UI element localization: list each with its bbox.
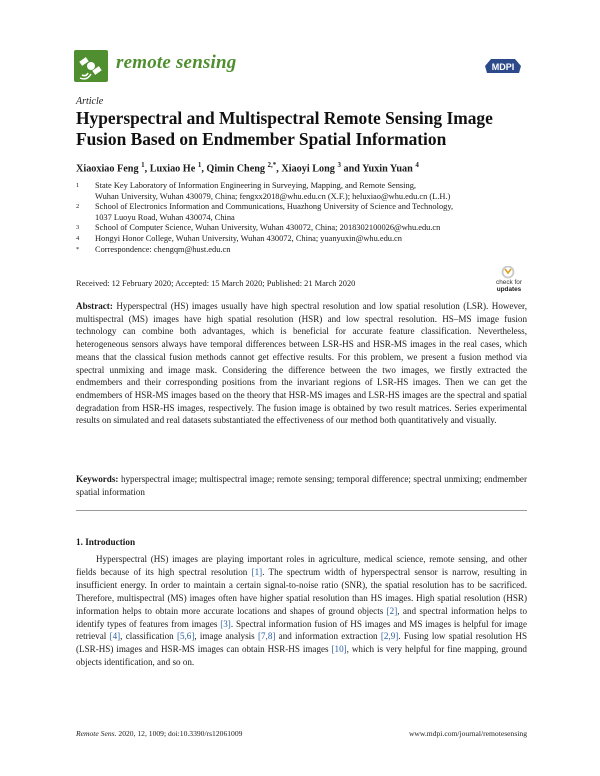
section-divider <box>76 510 527 511</box>
publication-dates: Received: 12 February 2020; Accepted: 15 March 2020; Published: 21 March 2020 <box>76 279 356 288</box>
correspondence-item <box>76 245 526 256</box>
affiliation-item <box>76 234 526 245</box>
footer-citation <box>76 729 242 738</box>
author-affil-mark: 1 <box>197 161 202 169</box>
author-name[interactable]: Qimin Cheng <box>206 163 265 175</box>
affiliation-line: 1037 Luoyu Road, Wuhan 430074, China <box>95 212 235 222</box>
publisher-name: MDPI <box>491 62 515 72</box>
footer-url[interactable]: www.mdpi.com/journal/remotesensing <box>408 729 527 738</box>
body-text: . Spectral information fusion of HS images and MS images is helpful for image retrieval <box>76 618 527 642</box>
affiliation-item <box>76 223 526 234</box>
author-separator: , <box>144 163 150 175</box>
mdpi-logo[interactable] <box>483 57 523 75</box>
keywords-label: Keywords: <box>76 474 119 484</box>
journal-logo <box>74 50 108 82</box>
check-for-label: check for <box>496 279 522 286</box>
citation-details: 2020, 12, 1009; doi:10.3390/rs12061009 <box>116 729 243 738</box>
affiliation-item <box>76 181 526 202</box>
citation-link[interactable]: [3] <box>220 618 231 629</box>
body-text: , image analysis <box>194 631 258 642</box>
abstract-text: Hyperspectral (HS) images usually have high spectral resolution and low spatial resolution (LSR). However, multispectral (MS) images have high spatial resolution (HSR) and low spectral resolution. HS–MS image fusion technology can combine both advantages, which is beneficial for accurate feature classification. Nevertheless, heterogeneous sensors always have temporal differences between LSR-HS and HSR-MS images in the real cases, which means that the classical fusion methods cannot get effective results. For this problem, we present a fusion method via spectral unmixing and image mask. Considering the difference between the two images, we firstly extracted the endmembers and their corresponding positions from the invariant regions of LSR-HS images. Then we can get the endmembers of HSR-MS images based on the theory that HSR-MS images and LSR-HS images are the spectral and spatial degradation from HSR-HS images, respectively. The fusion image is obtained by two result matrices. Series experimental results on simulated and real datasets substantiated the effectiveness of our method both quantitatively and visually. <box>76 301 527 426</box>
author-affil-mark: 3 <box>337 161 341 169</box>
publisher-logo-icon <box>483 57 523 75</box>
check-for-updates-badge[interactable] <box>488 266 528 292</box>
affiliation-item <box>76 202 526 223</box>
affiliation-mark: 3 <box>76 224 80 232</box>
correspondence-line[interactable]: Correspondence: chengqm@hust.edu.cn <box>95 244 231 254</box>
citation-link[interactable]: [5,6] <box>176 631 195 642</box>
author-list <box>76 161 419 174</box>
body-text: , and spectral information helps to identify types of features from images <box>76 605 528 629</box>
journal-abbrev: Remote Sens. <box>76 729 117 738</box>
author-name[interactable]: Luxiao He <box>149 163 196 175</box>
affiliation-line: Wuhan University, Wuhan 430079, China; fengxx2018@whu.edu.cn (X.F.); heluxiao@whu.edu.cn (L.H.) <box>95 191 451 201</box>
affiliation-mark: 1 <box>76 182 80 189</box>
author-affil-mark: 4 <box>415 161 419 169</box>
author-name[interactable]: Xiaoxiao Feng <box>76 163 139 175</box>
body-text: , which is very helpful for fine mapping, ground objects identification, and so on. <box>76 644 527 668</box>
paper-title: Hyperspectral and Multispectral Remote Sensing Image Fusion Based on Endmember Spatial Information <box>76 108 493 149</box>
author-separator: and <box>340 163 363 175</box>
keywords <box>76 473 527 498</box>
journal-name[interactable]: remote sensing <box>116 52 237 73</box>
author-name[interactable]: Xiaoyi Long <box>281 163 335 175</box>
author-affil-mark: 2,* <box>267 161 277 169</box>
citation-link[interactable]: [1] <box>251 566 263 577</box>
affiliation-line: State Key Laboratory of Information Engineering in Surveying, Mapping, and Remote Sensing, <box>95 181 416 190</box>
affiliation-line: Hongyi Honor College, Wuhan University, Wuhan 430072, China; yuanyuxin@whu.edu.cn <box>95 233 402 243</box>
author-separator: , <box>201 163 207 175</box>
body-text: . Fusing low spatial resolution HS (LSR-HS) images and HSR-MS images can obtain HSR-HS images <box>76 631 527 655</box>
affiliation-mark: 4 <box>76 234 80 242</box>
body-text: , classification <box>120 631 177 642</box>
citation-link[interactable]: [4] <box>109 631 121 642</box>
author-name[interactable]: Yuxin Yuan <box>362 163 413 175</box>
abstract-label: Abstract: <box>76 301 113 311</box>
affiliation-line: School of Electronics Information and Communications, Huazhong University of Science and Technology, <box>95 202 454 212</box>
affiliation-mark: * <box>76 245 80 253</box>
affiliation-list <box>76 181 526 255</box>
satellite-icon <box>74 50 108 82</box>
affiliation-line: School of Computer Science, Wuhan University, Wuhan 430072, China; 2018302100026@whu.edu.cn <box>95 223 441 233</box>
citation-link[interactable]: [7,8] <box>257 631 276 642</box>
citation-link[interactable]: [2] <box>386 605 398 616</box>
author-separator: , <box>276 163 282 175</box>
body-text: and information extraction <box>275 631 381 642</box>
citation-link[interactable]: [10] <box>331 644 347 655</box>
citation-link[interactable]: [2,9] <box>380 631 399 642</box>
author-affil-mark: 1 <box>141 161 145 169</box>
body-text: . The spectrum width of hyperspectral sensor is narrow, resulting in insufficient energy. In order to maintain a certain signal-to-noise ratio (SNR), the spatial resolution has to be sacrificed. Therefore, multispectral (MS) images often have higher spatial resolution than HS images. High spatial resolution (HSR) information helps to obtain more accurate locations and shapes of ground objects <box>76 566 527 616</box>
abstract <box>76 300 527 427</box>
introduction-paragraph <box>76 553 527 669</box>
article-type: Article <box>76 96 104 107</box>
keywords-text: hyperspectral image; multispectral image; remote sensing; temporal difference; spectral unmixing; endmember spatial information <box>76 474 527 497</box>
body-text: Hyperspectral (HS) images are playing important roles in agriculture, medical science, remote sensing, and other fields because of its high spectral resolution <box>76 554 527 577</box>
affiliation-mark: 2 <box>76 203 80 211</box>
section-heading: 1. Introduction <box>76 537 136 547</box>
updates-label: updates <box>496 286 522 293</box>
